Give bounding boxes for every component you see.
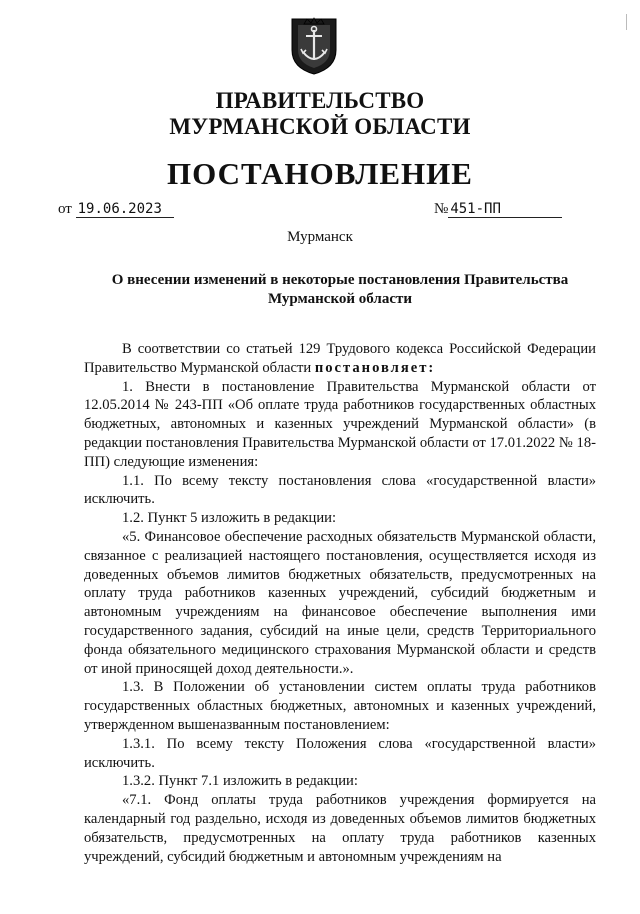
document-body (84, 340, 596, 866)
date-prefix: от (58, 201, 72, 217)
number-value: 451-ПП (448, 201, 562, 218)
heading-line1: О внесении изменений в некоторые постановления Правительства (111, 272, 569, 288)
paragraph-1-1: 1.1. По всему тексту постановления слова «государственной власти» исключить. (84, 472, 596, 508)
date-value: 19.06.2023 (76, 201, 174, 218)
heading-line2: Мурманской области (267, 291, 413, 307)
paragraph-quote-5: «5. Финансовое обеспечение расходных обязательств Мурманской области, связанное с реализацией настоящего постановления, осуществляется исходя из доведенных объемов лимитов бюджетных обязательств, предусмотренных на оплату труда работников казенных учреждений, субсидий бюджетным и автономным учреждениям на финансовое обеспечение выполнения ими государственного задания, субсидий на иные цели, средств Территориального фонда обязательного медицинского страхования Мурманской области и средств от иной приносящей доход деятельности.». (84, 528, 596, 677)
coat-of-arms-icon (289, 16, 339, 76)
document-date (58, 201, 174, 218)
preamble-text: В соответствии со статьей 129 Трудового кодекса Российской Федерации Правительство Мурманской области (84, 341, 596, 376)
number-prefix: № (434, 201, 449, 217)
document-number (434, 201, 562, 218)
paragraph-1-2: 1.2. Пункт 5 изложить в редакции: (122, 510, 337, 527)
scan-edge-mark (626, 14, 633, 30)
document-type-title: ПОСТАНОВЛЕНИЕ (167, 156, 473, 191)
city-name: Мурманск (287, 229, 353, 245)
government-name-line2: МУРМАНСКОЙ ОБЛАСТИ (169, 114, 471, 139)
paragraph-quote-7-1: «7.1. Фонд оплаты труда работников учреждения формируется на календарный год раздельно, исходя из доведенных объемов лимитов бюджетных обязательств, предусмотренных на оплату труда работников казенных учреждений, субсидий бюджетным и автономным учреждениям на (84, 792, 596, 865)
paragraph-1-3: 1.3. В Положении об установлении систем оплаты труда работников государственных областных бюджетных, автономных и казенных учреждений, утвержденном вышеназванным постановлением: (84, 679, 596, 733)
paragraph-1-3-2: 1.3.2. Пункт 7.1 изложить в редакции: (122, 773, 358, 790)
paragraph-1-3-1: 1.3.1. По всему тексту Положения слова «государственной власти» исключить. (84, 735, 596, 771)
paragraph-1: 1. Внести в постановление Правительства Мурманской области от 12.05.2014 № 243-ПП «Об оплате труда работников государственных областных бюджетных, автономных и казенных учреждений Мурманской области» (в редакции постановления Правительства Мурманской области от 17.01.2022 № 18-ПП) следующие изменения: (84, 378, 596, 470)
resolves-word: постановляет: (314, 359, 436, 376)
government-name-line1: ПРАВИТЕЛЬСТВО (215, 88, 425, 113)
document-heading (96, 271, 584, 309)
paragraph-preamble (84, 340, 596, 378)
